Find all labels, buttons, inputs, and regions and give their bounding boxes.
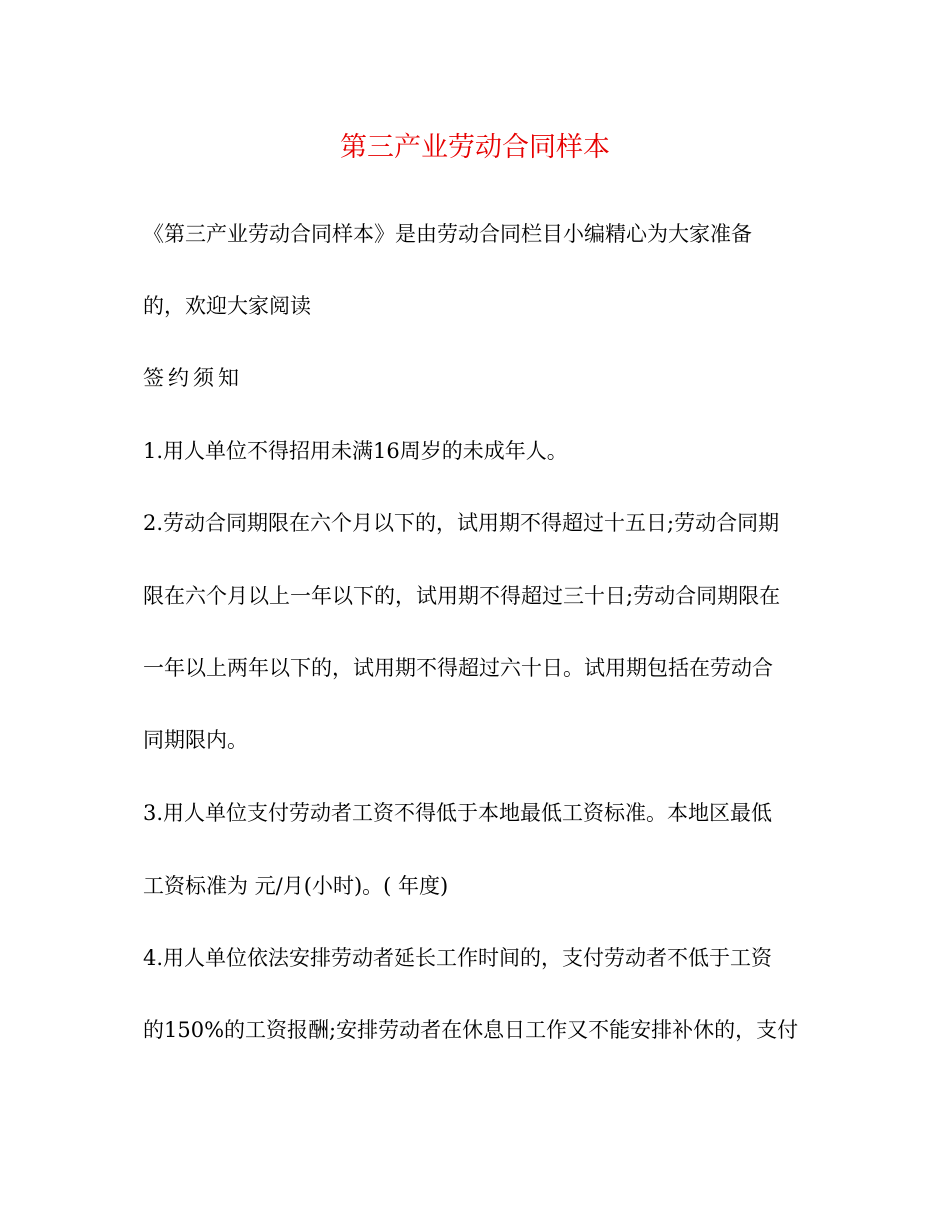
clause-3-line-2: 工资标准为 元/月(小时)。( 年度) — [143, 874, 449, 898]
intro-line-2: 的，欢迎大家阅读 — [143, 294, 311, 318]
clause-4-line-2: 的150%的工资报酬;安排劳动者在休息日工作又不能安排补休的，支付 — [143, 1018, 799, 1042]
section-heading: 签约须知 — [143, 366, 243, 390]
clause-2-line-1: 2.劳动合同期限在六个月以下的，试用期不得超过十五日;劳动合同期 — [143, 511, 780, 535]
intro-line-1: 《第三产业劳动合同样本》是由劳动合同栏目小编精心为大家准备 — [143, 222, 752, 246]
document-title: 第三产业劳动合同样本 — [340, 132, 610, 163]
clause-1-line-1: 1.用人单位不得招用未满16周岁的未成年人。 — [143, 439, 568, 463]
clause-2-line-4: 同期限内。 — [143, 728, 248, 752]
clause-3-line-1: 3.用人单位支付劳动者工资不得低于本地最低工资标准。本地区最低 — [143, 801, 773, 825]
clause-2-line-2: 限在六个月以上一年以下的，试用期不得超过三十日;劳动合同期限在 — [143, 584, 781, 608]
clause-2-line-3: 一年以上两年以下的，试用期不得超过六十日。试用期包括在劳动合 — [143, 656, 773, 680]
clause-4-line-1: 4.用人单位依法安排劳动者延长工作时间的，支付劳动者不低于工资 — [143, 946, 773, 970]
